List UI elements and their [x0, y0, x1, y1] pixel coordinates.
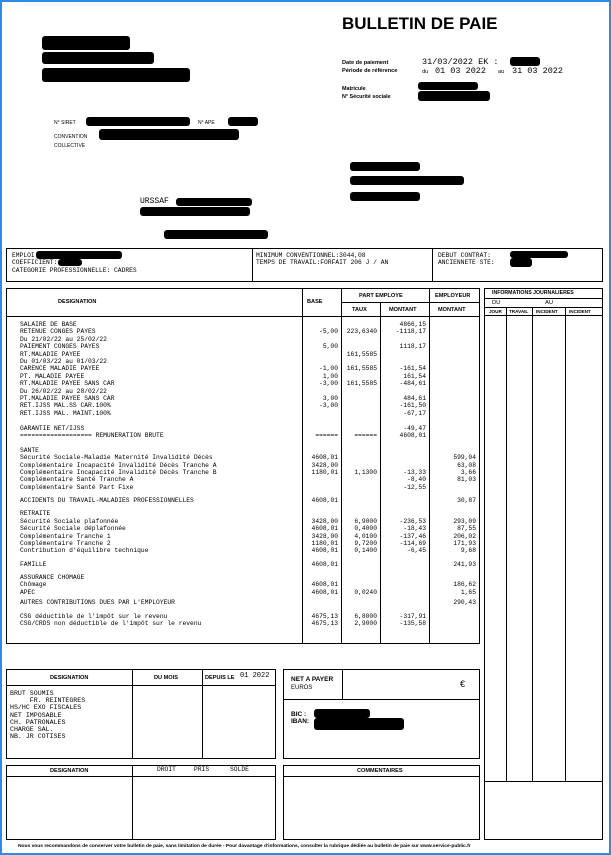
redacted-matricule — [418, 82, 478, 90]
period-du: du — [422, 69, 429, 75]
row-designation: Complémentaire Incapacité Invalidité Décès Tranche A — [20, 461, 217, 469]
redacted-employee-name — [350, 162, 420, 171]
row-designation: RETENUE CONGES PAYES — [20, 328, 96, 336]
row-designation: Sécurité Sociale plafonnée — [20, 517, 119, 525]
redacted-emploi — [36, 251, 122, 259]
row-designation: Complémentaire Santé Part Fixe — [20, 483, 134, 491]
info-travail: TRAVAIL — [509, 309, 529, 314]
commentaires-label: COMMENTAIRES — [357, 768, 403, 774]
row-designation: RETRAITE — [20, 510, 51, 518]
row-employeur: 290,43 — [453, 599, 476, 607]
row-designation: CSG/CRDS non déductible de l'impôt sur le revenu — [20, 619, 202, 627]
emploi-label: EMPLOI — [12, 252, 35, 259]
row-designation: Sécurité Sociale-Maladie Maternité Invalidité Décès — [20, 454, 213, 462]
col-montant: MONTANT — [389, 307, 417, 313]
row-employeur: 206,02 — [453, 532, 476, 540]
redacted-urssaf2 — [140, 207, 250, 216]
bic-label: BIC : — [291, 711, 307, 718]
row-montant: -8,40 — [407, 476, 426, 484]
period-from: 01 03 2022 — [435, 66, 487, 76]
net-a-payer-label: NET A PAYER — [291, 676, 334, 683]
row-base: 1180,01 — [311, 469, 338, 476]
row-designation: Complémentaire Santé Tranche A — [20, 476, 134, 484]
redacted-ek — [510, 57, 540, 66]
row-taux: 0,0240 — [354, 588, 377, 596]
redacted-anciennete — [510, 258, 532, 267]
redacted-secu — [418, 91, 490, 101]
temps-de-travail: TEMPS DE TRAVAIL:FORFAIT 206 J / AN — [256, 259, 389, 266]
row-designation: =================== REMUNERATION BRUTE — [20, 432, 164, 439]
urssaf-label: URSSAF — [140, 197, 169, 206]
row-base: 4608,01 — [311, 497, 338, 505]
row-employeur: 87,55 — [457, 525, 476, 533]
net-currency: EUROS — [291, 685, 313, 691]
summary-designation: DESIGNATION — [50, 675, 89, 681]
daily-info-table — [484, 288, 603, 840]
siret-label: N° SIRET — [54, 120, 76, 126]
footer-note: Nous vous recommandons de conserver votre bulletin de paie, sans limitation de durée - Pour davantage d'informations, consulter la rubrique dédiée au bulletin de paie sur www.service-public.fr — [18, 844, 471, 849]
row-employeur: 293,09 — [453, 517, 476, 525]
redacted-employee-address1 — [350, 176, 464, 185]
row-taux: 6,8000 — [354, 612, 377, 620]
row-employeur: 171,93 — [453, 540, 476, 548]
summary-label: BRUT SOUMIS — [10, 690, 54, 697]
redacted-employee-address2 — [350, 192, 420, 201]
row-montant: -161,54 — [399, 365, 426, 373]
row-base: 3428,00 — [311, 517, 338, 525]
row-designation: CARENCE MALADIE PAYEE — [20, 365, 100, 373]
row-montant: -161,50 — [399, 402, 426, 410]
categorie: CATEGORIE PROFESSIONNELLE: CADRES — [12, 267, 137, 274]
row-taux: ====== — [354, 432, 377, 439]
row-taux: 161,5585 — [346, 350, 377, 358]
row-designation: PT. MALADIE PAYEE — [20, 372, 85, 380]
row-employeur: 3,66 — [460, 469, 476, 476]
row-base: -3,00 — [319, 380, 338, 388]
row-taux: 1,1300 — [354, 469, 377, 476]
row-designation: Du 26/02/22 au 28/02/22 — [20, 387, 107, 395]
row-montant: -135,58 — [399, 619, 426, 627]
row-designation: AUTRES CONTRIBUTIONS DUES PAR L'EMPLOYEUR — [20, 599, 175, 607]
col-taux: TAUX — [352, 307, 367, 313]
row-designation: Complémentaire Tranche 1 — [20, 532, 111, 540]
row-base: 3,00 — [322, 395, 338, 402]
redacted-urssaf — [176, 198, 252, 206]
summary-du-mois: DU MOIS — [154, 675, 178, 681]
row-taux: 9,7200 — [354, 540, 377, 548]
col-part-employe: PART EMPLOYE — [359, 293, 403, 299]
redacted-convention — [99, 129, 239, 140]
summary-depuis-date: 01 2022 — [240, 672, 270, 680]
row-employeur: 186,62 — [453, 581, 476, 589]
row-taux: 0,1400 — [354, 547, 377, 555]
row-base: -3,00 — [319, 402, 338, 410]
row-designation: Du 01/03/22 au 01/03/22 — [20, 358, 107, 365]
row-employeur: 599,04 — [453, 454, 476, 462]
row-base: 1,00 — [322, 372, 338, 380]
row-designation: Sécurité Sociale déplafonnée — [20, 525, 126, 533]
row-montant: 161,54 — [403, 372, 426, 380]
iban-label: IBAN: — [291, 718, 310, 725]
redacted-debut — [510, 251, 568, 258]
payment-date-value: 31/03/2022 EK : — [422, 57, 499, 67]
row-montant: -236,53 — [399, 517, 426, 525]
row-base: 3428,00 — [311, 461, 338, 469]
row-designation: SANTE — [20, 446, 39, 454]
row-taux: 0,4000 — [354, 525, 377, 533]
payment-date-label: Date de paiement — [342, 60, 389, 66]
row-designation: Complémentaire Tranche 2 — [20, 540, 111, 548]
row-designation: CSG déductible de l'impôt sur le revenu — [20, 612, 168, 620]
col-employeur: EMPLOYEUR — [435, 293, 471, 299]
redacted-siret — [86, 117, 190, 126]
row-base: 4675,13 — [311, 619, 338, 627]
row-base: 4608,01 — [311, 547, 338, 555]
row-montant: -137,46 — [399, 532, 426, 540]
period-label: Période de référence — [342, 68, 398, 74]
row-base: 4675,13 — [311, 612, 338, 620]
row-designation: Contribution d'équilibre technique — [20, 547, 149, 555]
row-designation: ASSURANCE CHOMAGE — [20, 574, 85, 582]
row-base: 4608,01 — [311, 454, 338, 462]
period-to: 31 03 2022 — [512, 66, 564, 76]
info-au: AU — [545, 300, 554, 306]
row-base: 1180,01 — [311, 540, 338, 548]
row-montant: -484,61 — [399, 380, 426, 388]
row-employeur: 1,65 — [460, 588, 476, 596]
row-montant: -13,33 — [403, 469, 426, 476]
row-taux: 161,5585 — [346, 380, 377, 388]
row-employeur: 63,08 — [457, 461, 476, 469]
col-base: BASE — [307, 299, 323, 305]
euro-sign: € — [460, 679, 466, 689]
redacted-ape — [228, 117, 258, 126]
secu-label: N° Sécurité sociale — [342, 94, 391, 100]
redacted-employer-city — [42, 68, 190, 82]
row-designation: RET.IJSS MAL.SS CAR.100% — [20, 402, 111, 410]
row-designation: PAIEMENT CONGES PAYES — [20, 343, 100, 351]
anciennete-label: ANCIENNETE STE: — [438, 259, 495, 266]
redacted-coefficient — [58, 259, 82, 266]
row-montant: -49,47 — [403, 424, 426, 432]
row-montant: 1118,17 — [399, 343, 426, 351]
info-jour: JOUR — [489, 309, 502, 314]
period-au: au — [498, 69, 505, 75]
row-montant: 484,61 — [403, 395, 426, 402]
info-incident: INCIDENT — [536, 309, 558, 314]
debut-contrat-label: DEBUT CONTRAT: — [438, 252, 491, 259]
row-designation: Complémentaire Incapacité Invalidité Décès Tranche B — [20, 469, 217, 476]
row-taux: 6,9000 — [354, 517, 377, 525]
summary-label: NET IMPOSABLE — [10, 711, 62, 719]
info-incident-2: INCIDENT — [569, 309, 591, 314]
row-montant: -12,55 — [403, 483, 426, 491]
col-montant-employeur: MONTANT — [438, 307, 466, 313]
row-designation: SALAIRE DE BASE — [20, 321, 77, 328]
summary-depuis: DEPUIS LE — [205, 675, 235, 681]
row-base: 4608,01 — [311, 581, 338, 589]
row-designation: RET.IJSS MAL. MAINT.100% — [20, 409, 111, 417]
row-designation: ACCIDENTS DU TRAVAIL-MALADIES PROFESSIONNELLES — [20, 497, 194, 505]
row-taux: 2,9000 — [354, 619, 377, 627]
redacted-employer-address — [42, 52, 154, 64]
matricule-label: Matricule — [342, 86, 366, 92]
summary-label: CH. PATRONALES — [10, 718, 66, 726]
summary-label: NB. JR COTISES — [10, 733, 66, 741]
row-base: 3428,00 — [311, 532, 338, 540]
row-designation: APEC — [20, 588, 36, 596]
conges-pris: PRIS — [194, 766, 210, 773]
row-employeur: 81,03 — [457, 476, 476, 484]
row-employeur: 30,87 — [457, 497, 476, 505]
row-designation: RT.MALADIE PAYEE SANS CAR — [20, 380, 115, 388]
conges-droit: DROIT — [157, 766, 176, 773]
row-base: 4608,01 — [311, 588, 338, 596]
row-designation: PT.MALADIE PAYEE SANS CAR — [20, 395, 115, 402]
conges-designation: DESIGNATION — [50, 768, 89, 774]
row-designation: GARANTIE NET/IJSS — [20, 424, 85, 432]
summary-label: CHARGE SAL. — [10, 726, 54, 733]
row-base: 4608,01 — [311, 560, 338, 568]
row-montant: -67,17 — [403, 409, 426, 417]
row-montant: -18,43 — [403, 525, 426, 533]
page-title: BULLETIN DE PAIE — [342, 14, 498, 33]
summary-label: FR. REINTEGRES — [10, 697, 86, 705]
row-montant: -6,45 — [407, 547, 426, 555]
row-designation: FAMILLE — [20, 560, 47, 568]
col-designation: DESIGNATION — [58, 299, 97, 305]
row-designation: Chômage — [20, 581, 47, 589]
row-montant: -317,91 — [399, 612, 426, 620]
coefficient-label: COEFFICIENT: — [12, 259, 58, 266]
row-montant: 4608,01 — [399, 432, 426, 439]
row-base: 5,00 — [322, 343, 338, 351]
row-taux: 4,0100 — [354, 532, 377, 540]
row-taux: 161,5585 — [346, 365, 377, 373]
row-base: 4608,01 — [311, 525, 338, 533]
row-montant: 4866,15 — [399, 321, 426, 328]
collective-label: COLLECTIVE — [54, 143, 86, 149]
convention-label: CONVENTION — [54, 134, 88, 140]
conges-solde: SOLDE — [230, 766, 249, 773]
redacted-employer-name — [42, 36, 130, 50]
row-employeur: 9,68 — [460, 547, 476, 555]
row-designation: RT.MALADIE PAYEE — [20, 350, 81, 358]
info-title: INFORMATIONS JOURNALIERES — [492, 290, 574, 296]
row-base: -5,00 — [319, 328, 338, 336]
minimum-conventionnel: MINIMUM CONVENTIONNEL:3044,08 — [256, 252, 366, 259]
info-du: DU — [492, 300, 501, 306]
redacted-iban — [314, 718, 404, 730]
row-base: -1,00 — [319, 365, 338, 373]
row-taux: 223,6340 — [346, 328, 377, 336]
row-montant: -1118,17 — [395, 328, 426, 336]
summary-label: HS/HC EXO FISCALES — [10, 704, 82, 712]
row-base: ====== — [315, 432, 338, 439]
ape-label: N° APE — [198, 120, 215, 126]
redacted-urssaf3 — [164, 230, 268, 239]
row-employeur: 241,93 — [453, 560, 476, 568]
row-designation: Du 21/02/22 au 25/02/22 — [20, 335, 107, 343]
row-montant: -114,69 — [399, 540, 426, 548]
redacted-bic — [314, 709, 370, 718]
